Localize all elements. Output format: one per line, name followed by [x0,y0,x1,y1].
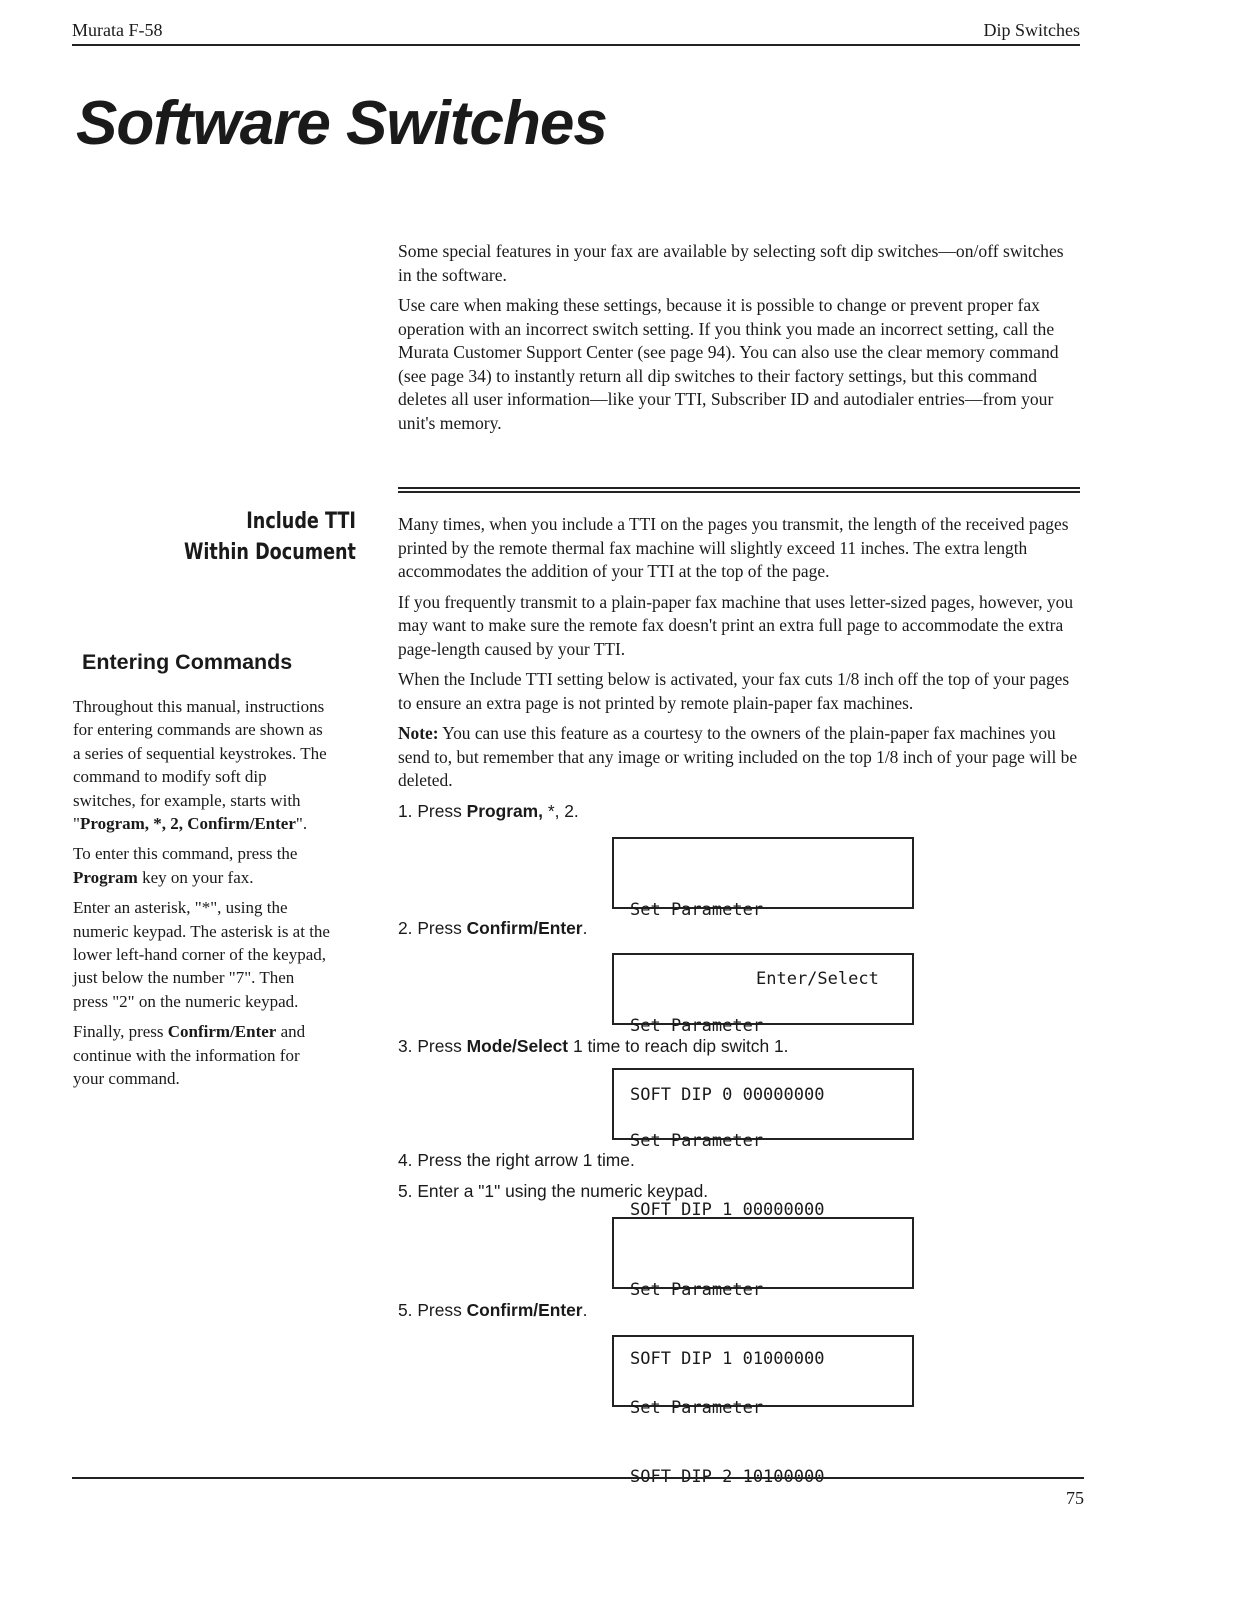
section-heading-line: Within Document [184,540,356,565]
sidebar-text: Throughout this manual, instructions for entering commands are shown as a series of sequential keystrokes. The command to modify soft dip switches, for example, starts with " [73,697,327,834]
sidebar-keys: Program [73,867,138,887]
lcd-line-2: SOFT DIP 1 01000000 [630,1349,825,1369]
sidebar-heading: Entering Commands [82,650,293,674]
step-4: 4. Press the right arrow 1 time. [398,1150,635,1170]
footer-rule [72,1477,1084,1479]
lcd-line-2: SOFT DIP 1 00000000 [630,1200,825,1220]
step-text: 2. Press [398,918,467,938]
step-text: *, 2. [547,800,579,821]
page-number: 75 [1066,1488,1084,1508]
intro-paragraph: Use care when making these settings, because it is possible to change or prevent proper fax operation with an incorrect switch setting. If you think you made an incorrect setting, call the Murata Customer Support Center (see page 94). You can also use the clear memory command (see page 34) to instantly return all dip switches to their factory settings, but this command deletes all user information—like your TTI, Subscriber ID and autodialer entries—from your unit's memory. [398,295,1059,433]
note-text: You can use this feature as a courtesy to the owners of the plain-paper fax machines you send to, but remember that any image or writing included on the top 1/8 inch of your page will be deleted. [398,723,1078,790]
sidebar-paragraph [73,695,333,835]
lcd-line-1: Set Parameter [630,1397,764,1418]
step-text: . [582,1300,588,1320]
lcd-line-2: SOFT DIP 0 00000000 [630,1084,825,1105]
sidebar-keys: Program, *, 2, Confirm/Enter [79,814,296,834]
step-key: Confirm/Enter [466,918,583,938]
lcd-line-1: Set Parameter [630,1131,764,1151]
section-heading [184,506,356,568]
note-label: Note: [398,723,439,743]
sidebar-paragraph [73,1020,333,1090]
sidebar-paragraph [73,842,333,889]
sidebar-text: ". [295,814,308,834]
step-key: Mode/Select [466,1035,569,1056]
step-text: 1. Press [398,800,467,821]
note-paragraph [398,722,1080,793]
sidebar-text: key on your fax. [137,867,254,887]
page-title: Software Switches [76,89,607,158]
step-key: Confirm/Enter [466,1300,583,1320]
step-5: 5. Enter a "1" using the numeric keypad. [398,1180,709,1201]
lcd-line-1: Set Parameter [630,1280,764,1300]
sidebar-text: To enter this command, press the [73,844,298,864]
step-key: Program, [466,800,548,821]
lcd-line-2: Enter/Select [756,969,879,989]
section-divider [398,487,1080,493]
header-chapter-name: Dip Switches [983,20,1080,40]
lcd-line-1: Set Parameter [630,1015,764,1036]
lcd-line-1: Set Parameter [630,900,764,920]
header-manual-name: Murata F-58 [72,20,163,40]
lcd-display [612,1217,914,1369]
sidebar-text: and continue with the information for your command. [73,1022,306,1089]
body-paragraph: If you frequently transmit to a plain-paper fax machine that uses letter-sized pages, however, you may want to make sure the remote fax doesn't print an extra full page to accommodate the extra page-length caused by your TTI. [398,591,1074,659]
sidebar-keys: Confirm/Enter [167,1022,277,1042]
running-header [72,18,1080,46]
step-text: 5. Press [398,1300,467,1320]
section-body [398,513,1080,1487]
step-text: 3. Press [398,1035,467,1056]
section-heading-line: Include TTI [246,509,356,534]
sidebar-text: Finally, press [73,1022,168,1042]
lcd-line-2: SOFT DIP 2 10100000 [630,1466,825,1487]
body-paragraph: When the Include TTI setting below is activated, your fax cuts 1/8 inch off the top of your pages to ensure an extra page is not printed by remote plain-paper fax machines. [398,669,1070,713]
step-text: . [582,918,588,938]
step-6 [398,1299,1080,1323]
step-1 [398,800,1080,824]
sidebar-paragraph: Enter an asterisk, "*", using the numeric keypad. The asterisk is at the lower left-hand corner of the keypad, just below the number "7". Then press "2" on the numeric keypad. [73,898,330,1011]
body-paragraph: Many times, when you include a TTI on the pages you transmit, the length of the received pages printed by the remote thermal fax machine will slightly exceed 11 inches. The extra length accommodates the addition of your TTI at the top of the page. [398,514,1069,581]
intro-text [398,240,1076,442]
step-3 [398,1035,1080,1059]
lcd-display [612,837,914,989]
step-text: 1 time to reach dip switch 1. [568,1035,789,1056]
intro-paragraph: Some special features in your fax are available by selecting soft dip switches—on/off switches in the software. [398,241,1064,285]
sidebar-note [73,695,333,1098]
